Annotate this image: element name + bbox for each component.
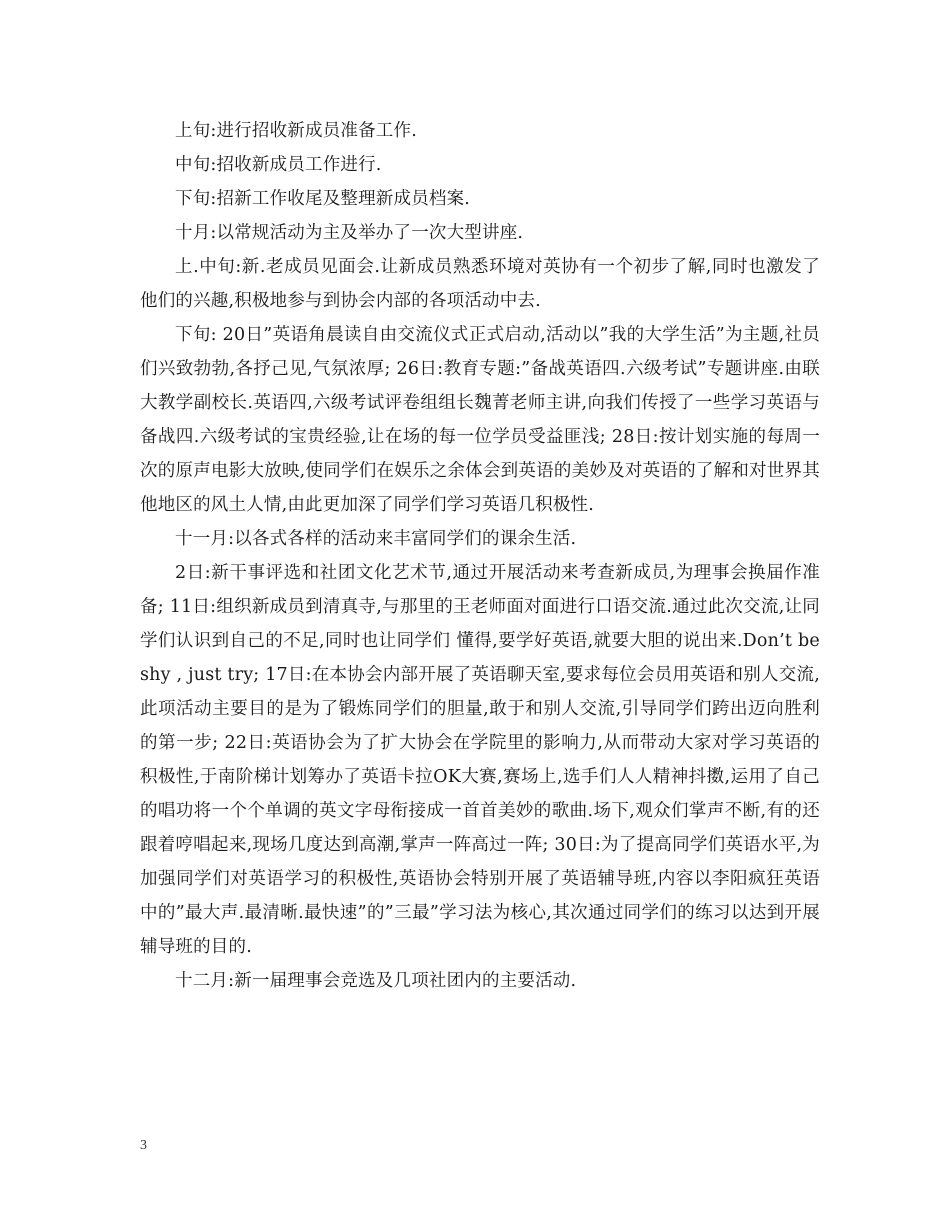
document-body (140, 114, 820, 998)
page-number: 3 (140, 1138, 147, 1153)
paragraph-october: 十月:以常规活动为主及举办了一次大型讲座. (175, 223, 524, 243)
paragraph-november-details: 2日:新干事评选和社团文化艺术节,通过开展活动来考查新成员,为理事会换届作准备; 11日:组织新成员到清真寺,与那里的王老师面对面进行口语交流.通过此次交流,让同学们认识到自己的不足,同时也让同学们 懂得,要学好英语,就要大胆的说出来.Don’t be shy , just try; 17日:在本协会内部开展了英语聊天室,要求每位会员用英语和别人交流,此项活动主要目的是为了锻炼同学们的胆量,敢于和别人交流,引导同学们跨出迈向胜利的第一步; 22日:英语协会为了扩大协会在学院里的影响力,从而带动大家对学习英语的积极性,于南阶梯计划筹办了英语卡拉OK大赛,赛场上,选手们人人精神抖擞,运用了自己的唱功将一个个单调的英文字母衔接成一首首美妙的歌曲.场下,观众们掌声不断,有的还跟着哼唱起来,现场几度达到高潮,掌声一阵高过一阵; 30日:为了提高同学们英语水平,为加强同学们对英语学习的积极性,英语协会特别开展了英语辅导班,内容以李阳疯狂英语中的”最大声.最清晰.最快速”的”三最”学习法为核心,其次通过同学们的练习以达到开展辅导班的目的. (140, 563, 820, 957)
paragraph-late-month: 下旬:招新工作收尾及整理新成员档案. (175, 189, 471, 209)
paragraph-october-late: 下旬: 20日”英语角晨读自由交流仪式正式启动,活动以”我的大学生活”为主题,社员们兴致勃勃,各抒己见,气氛浓厚; 26日:教育专题:”备战英语四.六级考试”专题讲座.由联大教学副校长.英语四,六级考试评卷组组长魏菁老师主讲,向我们传授了一些学习英语与备战四.六级考试的宝贵经验,让在场的每一位学员受益匪浅; 28日:按计划实施的每周一次的原声电影大放映,使同学们在娱乐之余体会到英语的美妙及对英语的了解和对世界其他地区的风土人情,由此更加深了同学们学习英语几积极性. (140, 325, 820, 515)
paragraph-early-month: 上旬:进行招收新成员准备工作. (175, 121, 417, 141)
paragraph-december: 十二月:新一届理事会竞选及几项社团内的主要活动. (175, 971, 577, 991)
paragraph-november: 十一月:以各式各样的活动来丰富同学们的课余生活. (175, 529, 577, 549)
paragraph-october-early-mid: 上.中旬:新.老成员见面会.让新成员熟悉环境对英协有一个初步了解,同时也激发了他们的兴趣,积极地参与到协会内部的各项活动中去. (140, 257, 820, 311)
paragraph-mid-month: 中旬:招收新成员工作进行. (175, 155, 382, 175)
